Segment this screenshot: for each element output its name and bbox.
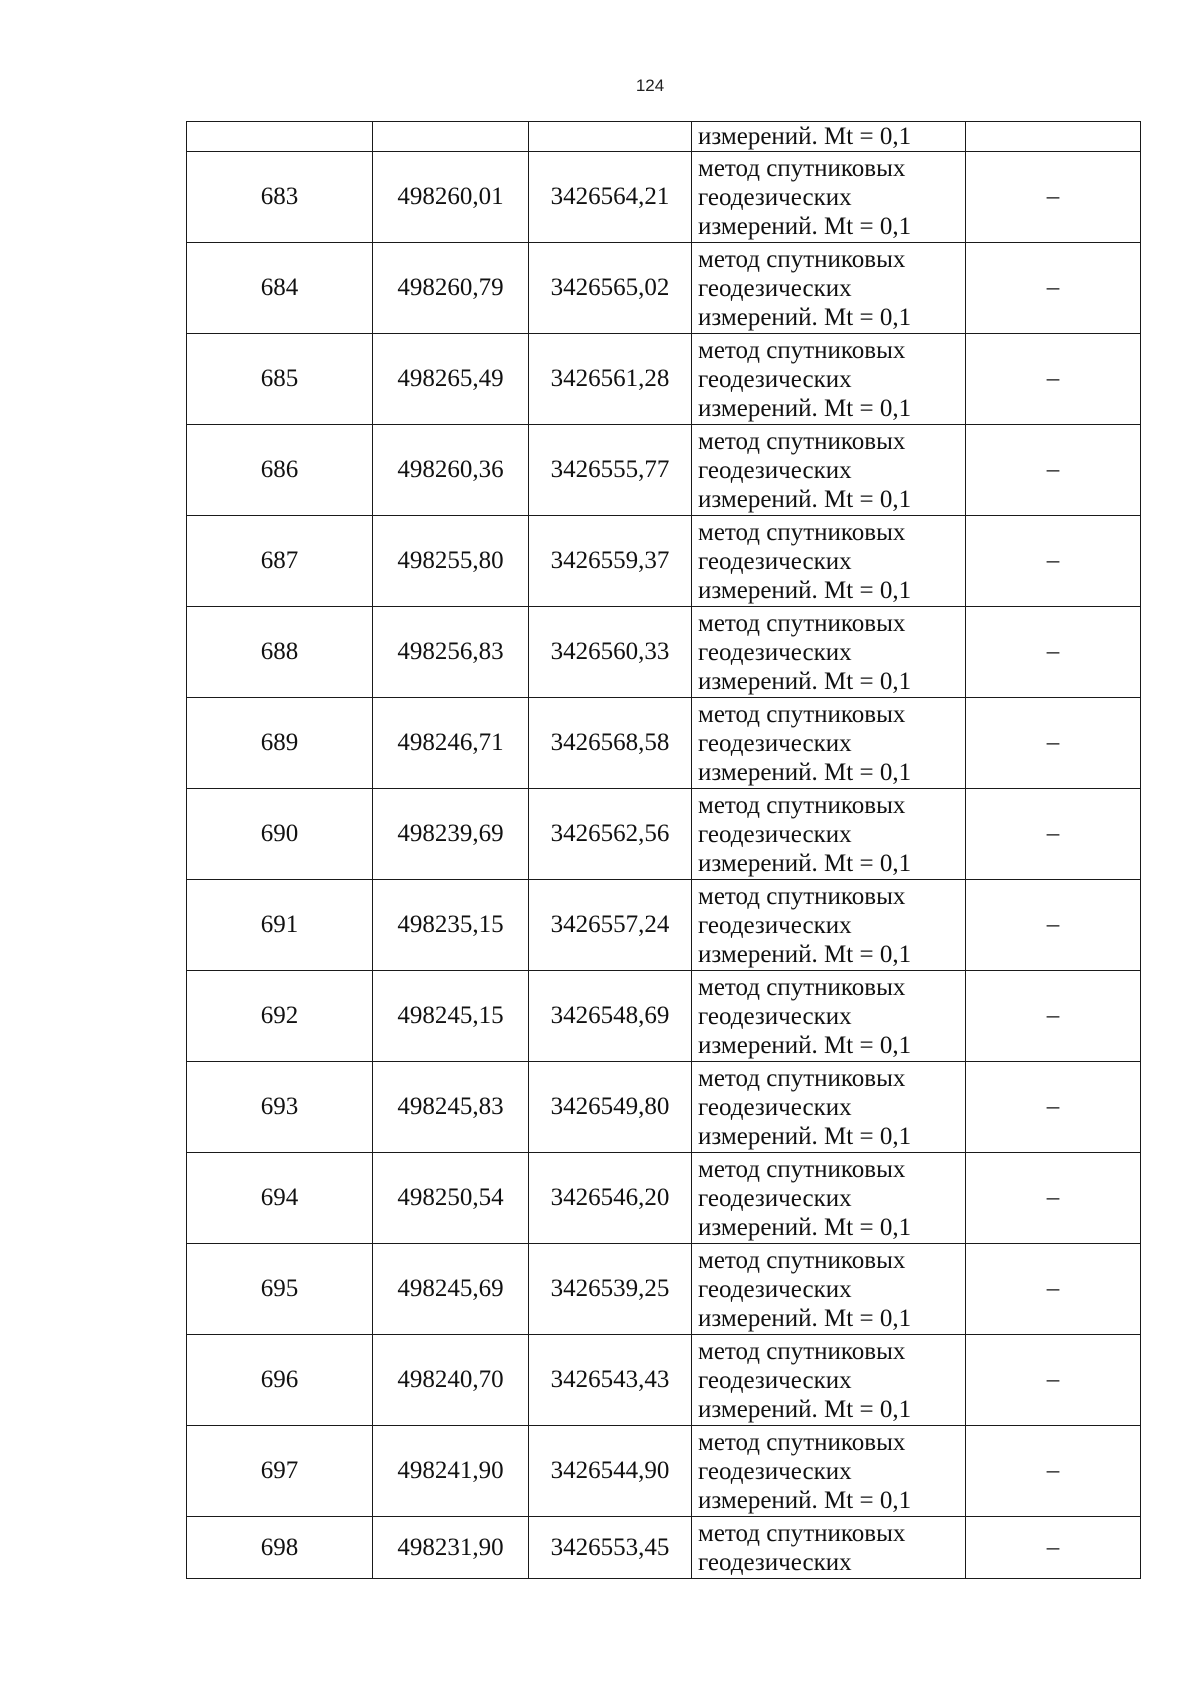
x-coordinate-cell: 498231,90 — [373, 1517, 529, 1579]
x-coordinate-cell: 498241,90 — [373, 1426, 529, 1517]
method-cell — [692, 1062, 966, 1153]
note-cell: – — [966, 516, 1141, 607]
method-line: геодезических — [698, 1366, 852, 1394]
table-row — [187, 1062, 1141, 1153]
method-line: геодезических — [698, 1275, 852, 1303]
method-line: измерений. Mt = 0,1 — [698, 1395, 912, 1423]
point-number-cell: 694 — [187, 1153, 373, 1244]
x-coordinate-cell: 498235,15 — [373, 880, 529, 971]
method-line: геодезических — [698, 1184, 852, 1212]
method-cell — [692, 1244, 966, 1335]
method-cell — [692, 334, 966, 425]
y-coordinate-cell: 3426548,69 — [529, 971, 692, 1062]
method-cell — [692, 698, 966, 789]
method-line: измерений. Mt = 0,1 — [698, 1213, 912, 1241]
method-cell — [692, 1517, 966, 1579]
note-cell: – — [966, 789, 1141, 880]
x-coordinate-cell: 498250,54 — [373, 1153, 529, 1244]
continued-row — [187, 122, 1141, 152]
method-line: метод спутниковых — [698, 518, 906, 546]
point-number-cell: 696 — [187, 1335, 373, 1426]
method-line: измерений. Mt = 0,1 — [698, 212, 912, 240]
y-coordinate-cell: 3426549,80 — [529, 1062, 692, 1153]
table-row — [187, 607, 1141, 698]
method-line: метод спутниковых — [698, 154, 906, 182]
table-row — [187, 789, 1141, 880]
x-coordinate-cell — [373, 122, 529, 152]
point-number-cell: 687 — [187, 516, 373, 607]
method-line: геодезических — [698, 547, 852, 575]
page-number: 124 — [635, 76, 665, 95]
method-line: измерений. Mt = 0,1 — [698, 485, 912, 513]
method-line: геодезических — [698, 729, 852, 757]
table-row — [187, 243, 1141, 334]
method-line: измерений. Mt = 0,1 — [698, 576, 912, 604]
method-line: измерений. Mt = 0,1 — [698, 1122, 912, 1150]
method-line: измерений. Mt = 0,1 — [698, 394, 912, 422]
method-line: метод спутниковых — [698, 700, 906, 728]
x-coordinate-cell: 498239,69 — [373, 789, 529, 880]
table-row — [187, 1517, 1141, 1579]
point-number-cell: 690 — [187, 789, 373, 880]
point-number-cell: 692 — [187, 971, 373, 1062]
point-number-cell: 685 — [187, 334, 373, 425]
note-cell — [966, 122, 1141, 152]
table-row — [187, 971, 1141, 1062]
method-line: метод спутниковых — [698, 1246, 906, 1274]
point-number-cell: 693 — [187, 1062, 373, 1153]
note-cell: – — [966, 1335, 1141, 1426]
x-coordinate-cell: 498256,83 — [373, 607, 529, 698]
point-number-cell: 684 — [187, 243, 373, 334]
x-coordinate-cell: 498260,36 — [373, 425, 529, 516]
note-cell: – — [966, 1153, 1141, 1244]
method-line: геодезических — [698, 365, 852, 393]
point-number-cell: 683 — [187, 152, 373, 243]
point-number-cell: 697 — [187, 1426, 373, 1517]
point-number-cell: 689 — [187, 698, 373, 789]
table-row — [187, 1153, 1141, 1244]
method-line: измерений. Mt = 0,1 — [698, 667, 912, 695]
point-number-cell: 695 — [187, 1244, 373, 1335]
method-cell — [692, 880, 966, 971]
note-cell: – — [966, 152, 1141, 243]
note-cell: – — [966, 880, 1141, 971]
point-number-cell: 686 — [187, 425, 373, 516]
method-line: геодезических — [698, 638, 852, 666]
x-coordinate-cell: 498265,49 — [373, 334, 529, 425]
method-cell — [692, 789, 966, 880]
method-cell — [692, 152, 966, 243]
y-coordinate-cell: 3426559,37 — [529, 516, 692, 607]
y-coordinate-cell: 3426546,20 — [529, 1153, 692, 1244]
method-line: измерений. Mt = 0,1 — [698, 1304, 912, 1332]
method-line: метод спутниковых — [698, 973, 906, 1001]
method-line: измерений. Mt = 0,1 — [698, 940, 912, 968]
coordinates-table — [186, 121, 1141, 1579]
method-line: метод спутниковых — [698, 1519, 906, 1547]
method-cell — [692, 122, 966, 152]
point-number-cell: 691 — [187, 880, 373, 971]
x-coordinate-cell: 498246,71 — [373, 698, 529, 789]
method-cell — [692, 243, 966, 334]
method-cell — [692, 607, 966, 698]
note-cell: – — [966, 425, 1141, 516]
note-cell: – — [966, 971, 1141, 1062]
method-line: измерений. Mt = 0,1 — [698, 849, 912, 877]
method-cell — [692, 1153, 966, 1244]
method-line: геодезических — [698, 456, 852, 484]
method-line: геодезических — [698, 911, 852, 939]
y-coordinate-cell: 3426564,21 — [529, 152, 692, 243]
x-coordinate-cell: 498260,79 — [373, 243, 529, 334]
method-cell — [692, 1335, 966, 1426]
x-coordinate-cell: 498245,15 — [373, 971, 529, 1062]
note-cell: – — [966, 1426, 1141, 1517]
method-cell — [692, 516, 966, 607]
y-coordinate-cell: 3426555,77 — [529, 425, 692, 516]
table-row — [187, 1335, 1141, 1426]
note-cell: – — [966, 334, 1141, 425]
method-line: геодезических — [698, 1548, 852, 1576]
y-coordinate-cell: 3426544,90 — [529, 1426, 692, 1517]
method-line: измерений. Mt = 0,1 — [698, 1031, 912, 1059]
method-line: метод спутниковых — [698, 427, 906, 455]
note-cell: – — [966, 1517, 1141, 1579]
note-cell: – — [966, 243, 1141, 334]
method-line: измерений. Mt = 0,1 — [698, 758, 912, 786]
method-cell — [692, 971, 966, 1062]
table-row — [187, 880, 1141, 971]
table-row — [187, 334, 1141, 425]
x-coordinate-cell: 498245,69 — [373, 1244, 529, 1335]
table-row — [187, 698, 1141, 789]
x-coordinate-cell: 498255,80 — [373, 516, 529, 607]
x-coordinate-cell: 498240,70 — [373, 1335, 529, 1426]
coordinates-table-body — [187, 122, 1141, 1579]
note-cell: – — [966, 607, 1141, 698]
table-row — [187, 152, 1141, 243]
x-coordinate-cell: 498245,83 — [373, 1062, 529, 1153]
method-cell — [692, 1426, 966, 1517]
method-line: измерений. Mt = 0,1 — [698, 1486, 912, 1514]
note-cell: – — [966, 1062, 1141, 1153]
y-coordinate-cell: 3426561,28 — [529, 334, 692, 425]
y-coordinate-cell: 3426553,45 — [529, 1517, 692, 1579]
point-number-cell — [187, 122, 373, 152]
note-cell: – — [966, 698, 1141, 789]
y-coordinate-cell: 3426557,24 — [529, 880, 692, 971]
table-row — [187, 425, 1141, 516]
method-line: метод спутниковых — [698, 791, 906, 819]
method-cell — [692, 425, 966, 516]
method-line: геодезических — [698, 274, 852, 302]
method-line: метод спутниковых — [698, 1428, 906, 1456]
x-coordinate-cell: 498260,01 — [373, 152, 529, 243]
method-line: геодезических — [698, 820, 852, 848]
y-coordinate-cell: 3426560,33 — [529, 607, 692, 698]
table-row — [187, 1426, 1141, 1517]
method-line: геодезических — [698, 1002, 852, 1030]
method-line: метод спутниковых — [698, 609, 906, 637]
table-row — [187, 516, 1141, 607]
method-line: измерений. Mt = 0,1 — [698, 303, 912, 331]
method-line: метод спутниковых — [698, 245, 906, 273]
method-line: метод спутниковых — [698, 1337, 906, 1365]
method-line: метод спутниковых — [698, 1064, 906, 1092]
note-cell: – — [966, 1244, 1141, 1335]
method-line: метод спутниковых — [698, 336, 906, 364]
point-number-cell: 698 — [187, 1517, 373, 1579]
point-number-cell: 688 — [187, 607, 373, 698]
y-coordinate-cell: 3426543,43 — [529, 1335, 692, 1426]
method-line: геодезических — [698, 1457, 852, 1485]
y-coordinate-cell: 3426562,56 — [529, 789, 692, 880]
method-line: метод спутниковых — [698, 882, 906, 910]
method-line: геодезических — [698, 183, 852, 211]
table-row — [187, 1244, 1141, 1335]
method-line: измерений. Mt = 0,1 — [698, 123, 912, 150]
y-coordinate-cell: 3426565,02 — [529, 243, 692, 334]
method-line: метод спутниковых — [698, 1155, 906, 1183]
y-coordinate-cell — [529, 122, 692, 152]
method-line: геодезических — [698, 1093, 852, 1121]
y-coordinate-cell: 3426568,58 — [529, 698, 692, 789]
y-coordinate-cell: 3426539,25 — [529, 1244, 692, 1335]
